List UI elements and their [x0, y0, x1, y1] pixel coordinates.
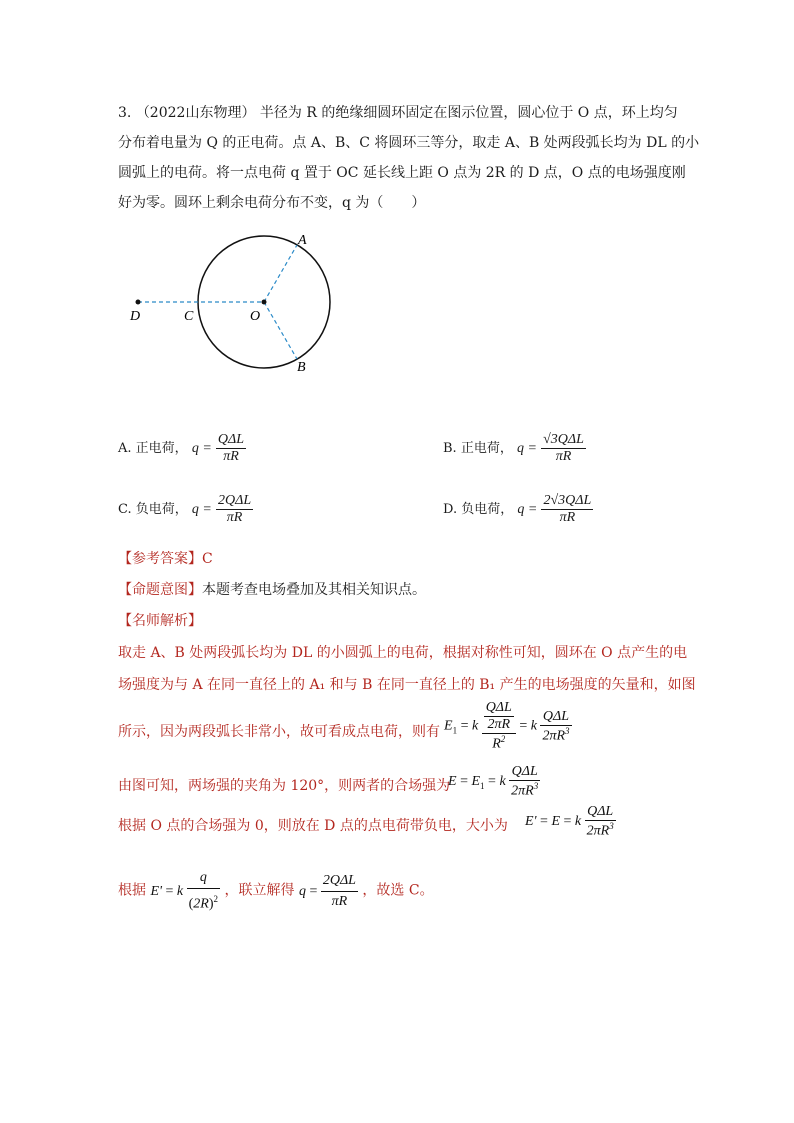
option-b[interactable]: B. 正电荷， q = $\frac{\text{√3QΔL}}{\pi R}$: [443, 432, 584, 464]
answer-value: C: [202, 551, 213, 567]
answer-label: 【参考答案】: [118, 551, 202, 567]
intent-label: 【命题意图】: [118, 582, 202, 598]
option-d[interactable]: D. 负电荷， q = $\frac{\text{2√3QΔL}}{\pi R}$: [443, 493, 592, 525]
analysis-para-6: 根据 E' = k $\frac{q}{(2R)^2}$ ，联立解得 q = $\frac{\text{2QΔL}}{\pi R}$ ，故选 C。: [118, 868, 434, 915]
intent-text: 本题考查电场叠加及其相关知识点。: [202, 582, 426, 598]
question-text-1: 半径为 R 的绝缘细圆环固定在图示位置，圆心位于 O 点，环上均匀: [259, 105, 678, 121]
question-line-3: 圆弧上的电荷。将一点电荷 q 置于 OC 延长线上距 O 点为 2R 的 D 点，O 点的电场强度刚: [118, 165, 686, 181]
point-o: [262, 300, 267, 305]
line-o-to-b: [264, 302, 297, 359]
label-a: A: [298, 233, 307, 248]
analysis-para-4: 由图可知，两场强的夹角为 120°，则两者的合场强为: [118, 778, 451, 794]
line-o-to-a: [264, 245, 297, 302]
question-line-4: 好为零。圆环上剩余电荷分布不变，q 为（ ）: [118, 195, 426, 211]
analysis-para-2: 场强度为与 A 在同一直径上的 A₁ 和与 B 在同一直径上的 B₁ 产生的电场强度的矢量和，如图: [118, 677, 696, 693]
formula-e1: $E_1 = k$ $\frac{\frac{\text{QΔL}}{2\pi R}}{R^2}$ = k $\frac{\text{QΔL}}{2\pi R^3}$: [444, 700, 570, 752]
question-source: （2022山东物理）: [135, 105, 256, 121]
analysis-para-1: 取走 A、B 处两段弧长均为 DL 的小圆弧上的电荷，根据对称性可知，圆环在 O 点产生的电: [118, 645, 688, 661]
label-b: B: [297, 360, 306, 375]
label-c: C: [184, 309, 194, 324]
label-o: O: [250, 309, 261, 324]
option-c[interactable]: C. 负电荷， q = $\frac{\text{2QΔL}}{\pi R}$: [118, 493, 252, 525]
analysis-para-5: 根据 O 点的合场强为 0，则放在 D 点的点电荷带负电，大小为: [118, 818, 508, 834]
question-line-1: [118, 103, 678, 123]
analysis-para-3: 所示，因为两段弧长非常小，故可看成点电荷，则有: [118, 724, 440, 740]
analysis-label: 【名师解析】: [118, 613, 202, 629]
label-d: D: [130, 309, 141, 324]
answer-line: [118, 549, 213, 569]
question-line-2: 分布着电量为 Q 的正电荷。点 A、B、C 将圆环三等分，取走 A、B 处两段弧长均为 DL 的小: [118, 135, 700, 151]
point-d: [136, 300, 141, 305]
question-number: 3.: [118, 105, 132, 121]
option-a[interactable]: A. 正电荷， q = $\frac{\text{QΔL}}{\pi R}$: [118, 432, 245, 464]
formula-e: $E = E_1 = k$ $\frac{\text{QΔL}}{2\pi R^3}$: [448, 764, 539, 799]
circle-figure: [120, 228, 350, 378]
intent-line: [118, 580, 426, 600]
formula-e-prime: E' = E = k $\frac{\text{QΔL}}{2\pi R^3}$: [525, 804, 614, 839]
